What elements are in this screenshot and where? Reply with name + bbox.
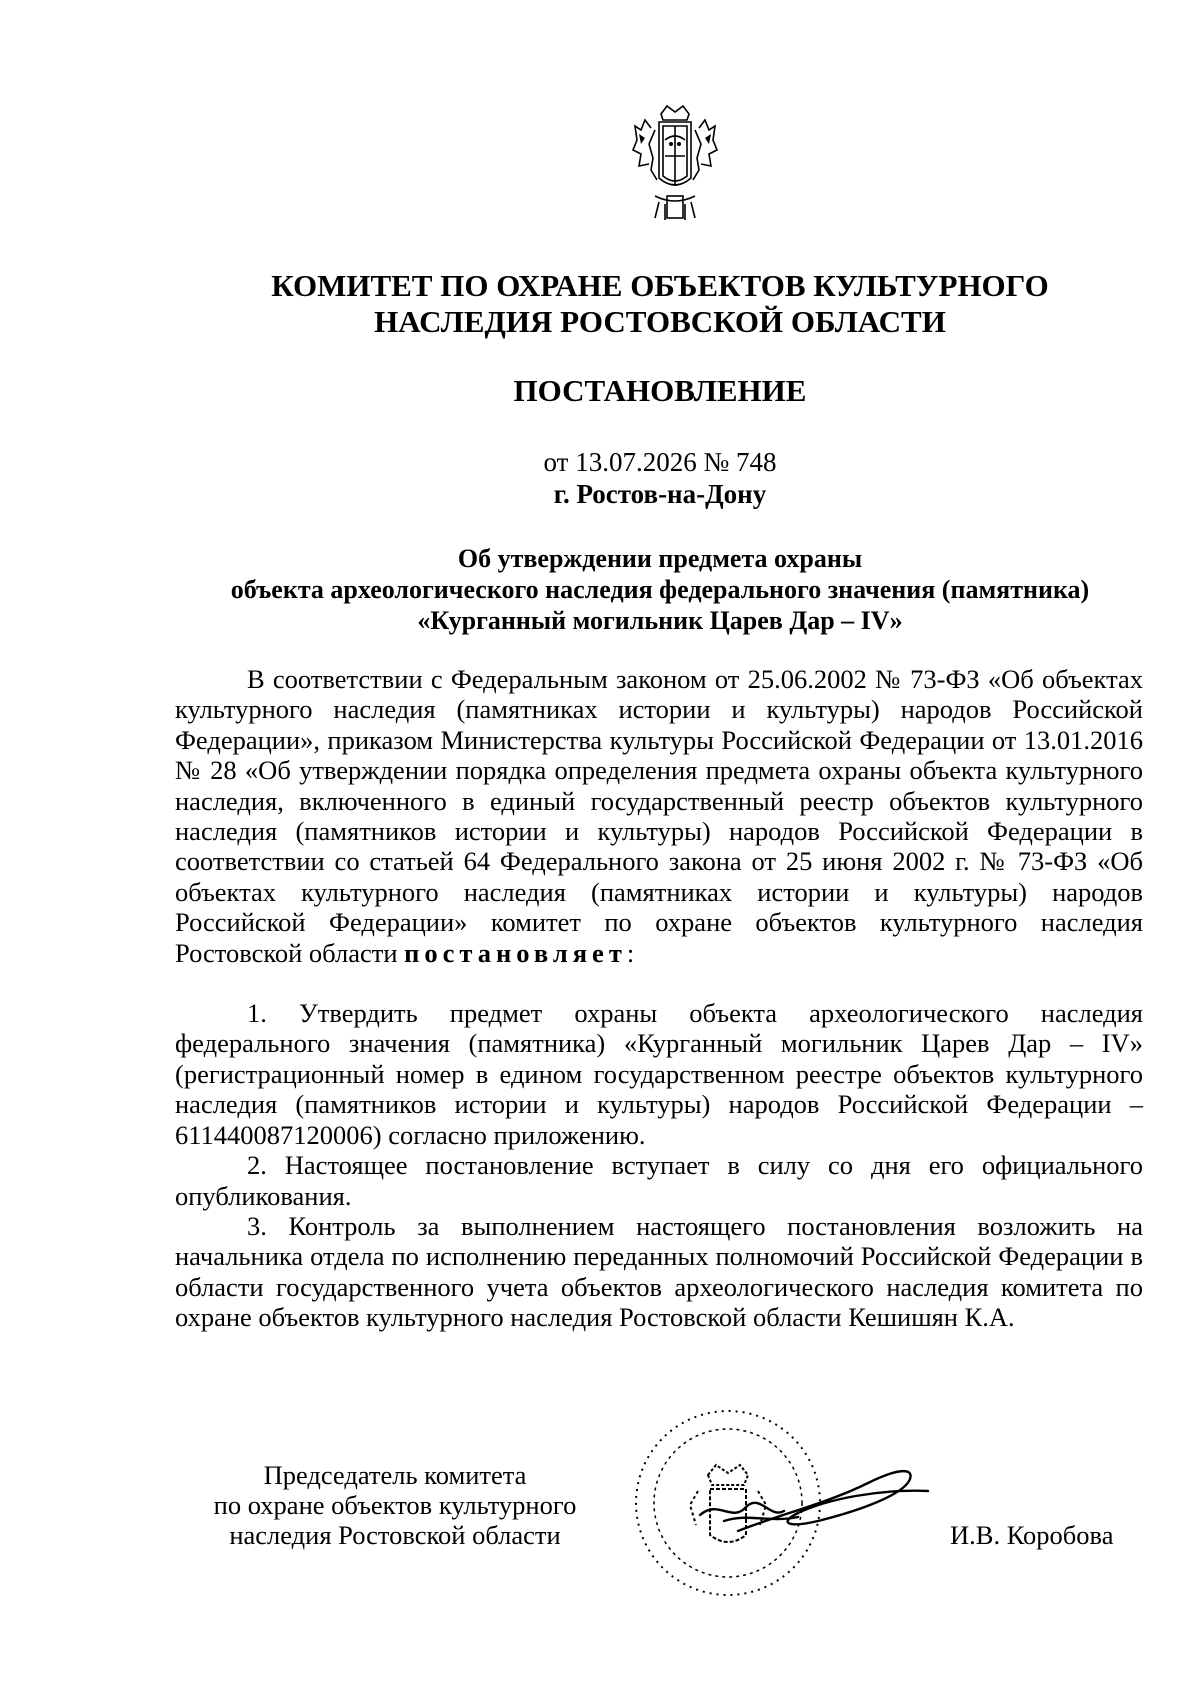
coat-of-arms-icon (615, 100, 735, 225)
document-number-date: от 13.07.2026 № 748 (543, 447, 777, 477)
signatory-position-line2: по охране объектов культурного (213, 1490, 577, 1520)
signatory-position-line1: Председатель комитета (263, 1460, 527, 1490)
title-line3: «Курганный могильник Царев Дар – IV» (417, 606, 903, 635)
organization-name-line2: НАСЛЕДИЯ РОСТОВСКОЙ ОБЛАСТИ (374, 304, 946, 339)
signatory-position (185, 1460, 605, 1550)
document-title (160, 543, 1160, 636)
organization-name (160, 268, 1160, 340)
item-2: 2. Настоящее постановление вступает в силу со дня его официального опубликования. (175, 1150, 1143, 1211)
decree-colon: : (626, 937, 635, 968)
signature-icon (700, 1471, 928, 1531)
preamble-paragraph (175, 664, 1143, 968)
title-line1: Об утверждении предмета охраны (457, 544, 863, 573)
decree-word: постановляет (404, 937, 627, 968)
document-body (175, 664, 1143, 1333)
signatory-position-line3: наследия Ростовской области (229, 1520, 561, 1550)
organization-name-line1: КОМИТЕТ ПО ОХРАНЕ ОБЪЕКТОВ КУЛЬТУРНОГО (271, 268, 1049, 303)
document-type: ПОСТАНОВЛЕНИЕ (513, 373, 807, 408)
seal-stamp-icon (628, 1395, 948, 1610)
document-city: г. Ростов-на-Дону (553, 479, 767, 509)
title-line2: объекта археологического наследия федерального значения (памятника) (230, 575, 1090, 604)
preamble-text: В соответствии с Федеральным законом от 25.06.2002 № 73-ФЗ «Об объектах культурного наследия (памятниках истории и культуры) народов Российской Федерации», приказом Министерства культуры Российской Федерации от 13.01.2016 № 28 «Об утверждении порядка определения предмета охраны объекта культурного наследия, включенного в единый государственный реестр объектов культурного наследия (памятников истории и культуры) народов Российской Федерации в соответствии со статьей 64 Федерального закона от 25 июня 2002 г. № 73-ФЗ «Об объектах культурного наследия (памятниках истории и культуры) народов Российской Федерации» комитет по охране объектов культурного наследия Ростовской области (175, 664, 1143, 968)
signatory-name: И.В. Коробова (950, 1520, 1114, 1550)
item-3: 3. Контроль за выполнением настоящего постановления возложить на начальника отдела по исполнению переданных полномочий Российской Федерации в области государственного учета объектов археологического наследия комитета по охране объектов культурного наследия Ростовской области Кешишян К.А. (175, 1210, 1143, 1333)
item-1: 1. Утвердить предмет охраны объекта археологического наследия федерального значения (памятника) «Курганный могильник Царев Дар – IV» (регистрационный номер в едином государственном реестре объектов культурного наследия (памятников истории и культуры) народов Российской Федерации – 611440087120006) согласно приложению. (175, 998, 1143, 1150)
